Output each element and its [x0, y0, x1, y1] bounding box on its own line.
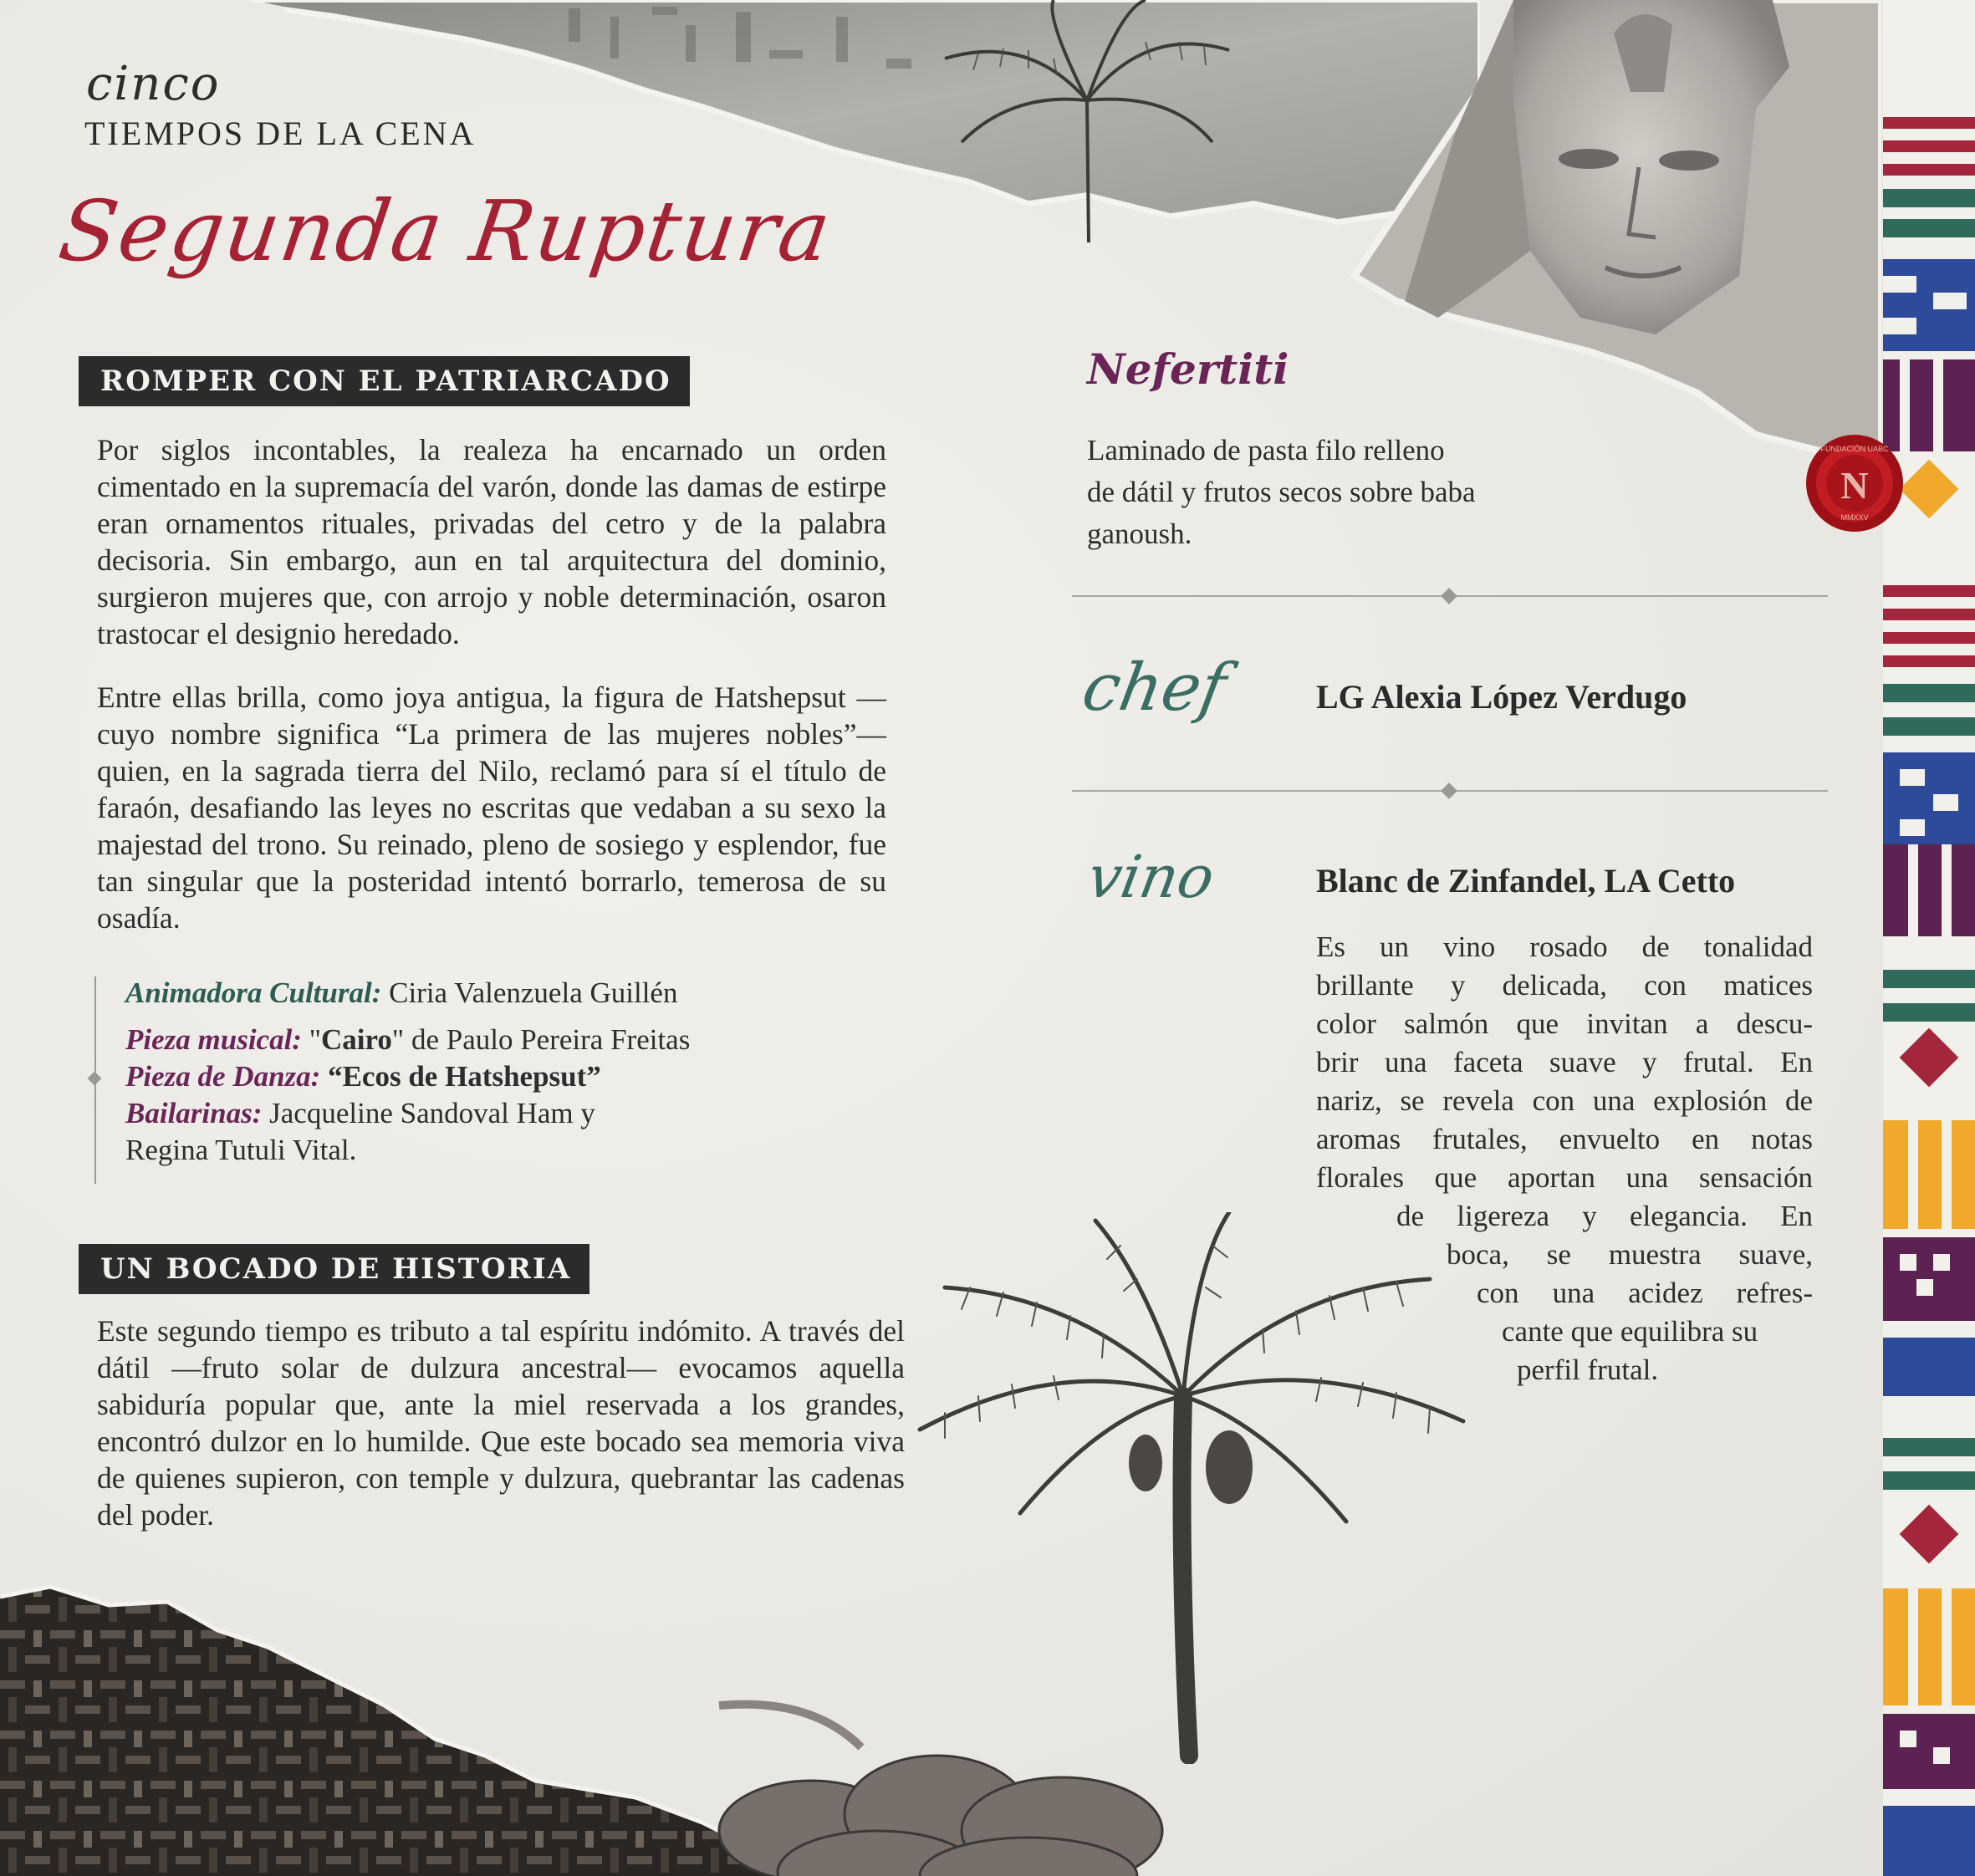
- section-heading-bocado: UN BOCADO DE HISTORIA: [79, 1244, 589, 1294]
- credit-value: Jacqueline Sandoval Ham y: [269, 1097, 595, 1129]
- credit-value: Ciria Valenzuela Guillén: [389, 976, 678, 1009]
- course-number: cinco: [86, 57, 221, 111]
- wine-description-line: de ligereza y elegancia. En: [1396, 1200, 1813, 1232]
- wine-description-line: florales que aportan una sensación: [1316, 1161, 1813, 1194]
- textile-pattern-border: [1883, 0, 1975, 1876]
- chef-label: chef: [1077, 650, 1232, 726]
- seal-letter: N: [1840, 464, 1869, 507]
- credit-animadora: [125, 975, 761, 1012]
- course-subtitle: TIEMPOS DE LA CENA: [84, 115, 477, 152]
- credit-pieza-musical: [125, 1022, 761, 1058]
- wine-name: Blanc de Zinfandel, LA Cetto: [1316, 862, 1736, 900]
- wine-description-line: brir una faceta suave y frutal. En: [1316, 1046, 1813, 1078]
- pharaoh-statue-photo: [1338, 0, 1881, 468]
- wine-description-line: boca, se muestra suave,: [1447, 1238, 1813, 1271]
- bocado-paragraph: Este segundo tiempo es tributo a tal espíritu indómito. A través del dátil —fruto solar de dulzura ancestral— evocamos aquella sabiduría popular que, ante la miel reservada a los grandes, encontró dulzor en lo humilde. Que este bocado sea memoria viva de quienes supieron, con temple y dulzura, quebrantar las cadenas del poder.: [97, 1314, 905, 1532]
- dish-description: [1087, 430, 1589, 555]
- dish-name: Nefertiti: [1087, 344, 1289, 394]
- wine-description-line: con una acidez refres-: [1477, 1277, 1813, 1309]
- credit-label: Animadora Cultural:: [125, 976, 382, 1009]
- divider-diamond: [1441, 588, 1457, 604]
- seal-year: MMXXV: [1840, 513, 1869, 522]
- wine-description: [1316, 928, 1813, 1389]
- wax-seal-logo: [1804, 433, 1905, 533]
- hatshepsut-paragraph: Entre ellas brilla, como joya antigua, la figura de Hatshepsut —cuyo nombre significa “La primera de las mujeres nobles”— quien, en la sagrada tierra del Nilo, reclamó para sí el título de faraón, desafiando las leyes no escritas que vedaban a su sexo la majestad del trono. Su reinado, pleno de sosiego y esplendor, fue tan singular que la posteridad intentó borrarlo, temerosa de su osadía.: [97, 681, 886, 935]
- wine-description-line: perfil frutal.: [1517, 1353, 1659, 1386]
- event-credits: [125, 975, 761, 1169]
- chef-name: LG Alexia López Verdugo: [1316, 678, 1687, 716]
- credit-value: ": [309, 1023, 322, 1056]
- credit-value: Cairo: [321, 1023, 392, 1056]
- dish-description-line: Laminado de pasta filo relleno: [1087, 434, 1445, 466]
- credit-pieza-danza: [125, 1058, 761, 1095]
- seal-ring-text: FUNDACIÓN UABC: [1820, 445, 1889, 453]
- intro-paragraph: Por siglos incontables, la realeza ha encarnado un orden cimentado en la supremacía del varón, donde las damas de estirpe eran ornamentos rituales, privadas del cetro y de la palabra decisoria. Sin embargo, aun en tal arquitectura del dominio, surgieron mujeres que, con arrojo y noble determinación, osaron trastocar el designio heredado.: [97, 433, 886, 650]
- dish-description-line: de dátil y frutos secos sobre baba: [1087, 476, 1476, 508]
- wine-description-line: Es un vino rosado de tonalidad: [1316, 930, 1813, 963]
- wine-description-line: color salmón que invitan a descu-: [1316, 1007, 1813, 1040]
- credit-bailarinas-cont: Regina Tutuli Vital.: [125, 1134, 357, 1166]
- credit-bailarinas: [125, 1095, 761, 1132]
- wine-label: vino: [1082, 843, 1220, 911]
- credit-label: Bailarinas:: [125, 1097, 263, 1129]
- wine-description-line: cante que equilibra su: [1502, 1315, 1758, 1348]
- wine-description-line: aromas frutales, envuelto en notas: [1316, 1123, 1813, 1155]
- credit-value: " de Paulo Pereira Freitas: [391, 1023, 691, 1056]
- credit-label: Pieza de Danza:: [125, 1060, 321, 1093]
- wine-description-line: brillante y delicada, con matices: [1316, 969, 1813, 1002]
- top-palm-illustration: [928, 0, 1246, 251]
- credit-label: Pieza musical:: [125, 1023, 302, 1056]
- credits-divider-diamond: [88, 1072, 102, 1086]
- credit-value: “Ecos de Hatshepsut”: [328, 1060, 601, 1093]
- dish-description-line: ganoush.: [1087, 517, 1192, 550]
- wine-description-line: nariz, se revela con una explosión de: [1316, 1084, 1813, 1117]
- divider-diamond: [1441, 783, 1457, 799]
- section-heading-patriarcado: ROMPER CON EL PATRIARCADO: [79, 356, 690, 406]
- page-title: Segunda Ruptura: [53, 182, 838, 280]
